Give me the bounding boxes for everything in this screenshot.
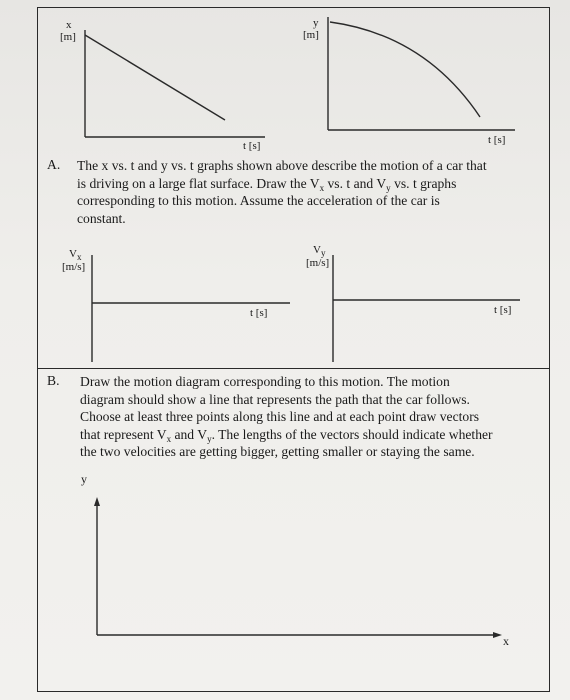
part-a-line-2a: is driving on a large flat surface. Draw the V [77, 175, 320, 191]
y-vs-t-axis-var: y [313, 17, 319, 29]
part-b-line-4a: that represent V [80, 426, 167, 442]
part-a-line-3: corresponding to this motion. Assume the acceleration of the car is [77, 193, 440, 208]
part-b-line-1: Draw the motion diagram corresponding to this motion. The motion [80, 374, 450, 389]
vx-axis-unit: [m/s] [62, 261, 86, 273]
motion-diagram-axes [94, 497, 502, 638]
motion-y-label: y [81, 472, 87, 486]
y-vs-t-graph [328, 17, 515, 130]
motion-y-arrowhead [94, 497, 100, 506]
x-vs-t-axis-unit: [m] [60, 31, 76, 43]
motion-x-arrowhead [493, 632, 502, 638]
vy-axis-unit: [m/s] [306, 257, 330, 269]
part-a-line-2b: vs. t and V [324, 175, 387, 191]
vx-axis-label: $V_x$ [69, 248, 82, 262]
vx-time-label: t [s] [250, 307, 268, 319]
x-vs-t-time-label: t [s] [243, 140, 261, 152]
part-b-vx-sub: x [166, 433, 172, 444]
part-b-line-4c: . The lengths of the vectors should indicate whether [211, 426, 493, 442]
vy-time-label: t [s] [494, 304, 512, 316]
part-b-line-5: the two velocities are getting bigger, getting smaller or staying the same. [80, 444, 475, 459]
part-a-line-2c: vs. t graphs [390, 175, 457, 191]
motion-x-label: x [503, 634, 509, 648]
vy-vs-t-graph [333, 255, 520, 362]
part-a-instructions [77, 157, 542, 227]
part-b-line-4b: and V [171, 426, 208, 442]
part-a-line-1: The x vs. t and y vs. t graphs shown above describe the motion of a car that [77, 158, 487, 173]
part-b-vy-sub: y [207, 433, 212, 444]
y-vs-t-curve [330, 22, 480, 117]
x-vs-t-line [85, 35, 225, 120]
x-vs-t-graph [85, 30, 265, 137]
part-a-letter: A. [47, 157, 61, 172]
part-a-vy-sub: y [386, 182, 391, 193]
part-b-letter: B. [47, 373, 60, 388]
part-a-line-4: constant. [77, 210, 126, 226]
vy-axis-label: $V_y$ [313, 244, 326, 258]
part-b-line-2: diagram should show a line that represents the path that the car follows. [80, 391, 470, 407]
y-vs-t-axis-unit: [m] [303, 29, 319, 41]
part-b-instructions [80, 373, 545, 461]
y-vs-t-time-label: t [s] [488, 134, 506, 146]
x-vs-t-axis-var: x [66, 19, 72, 31]
part-a-vx-sub: x [319, 182, 325, 193]
part-b-line-3: Choose at least three points along this line and at each point draw vectors [80, 409, 480, 424]
